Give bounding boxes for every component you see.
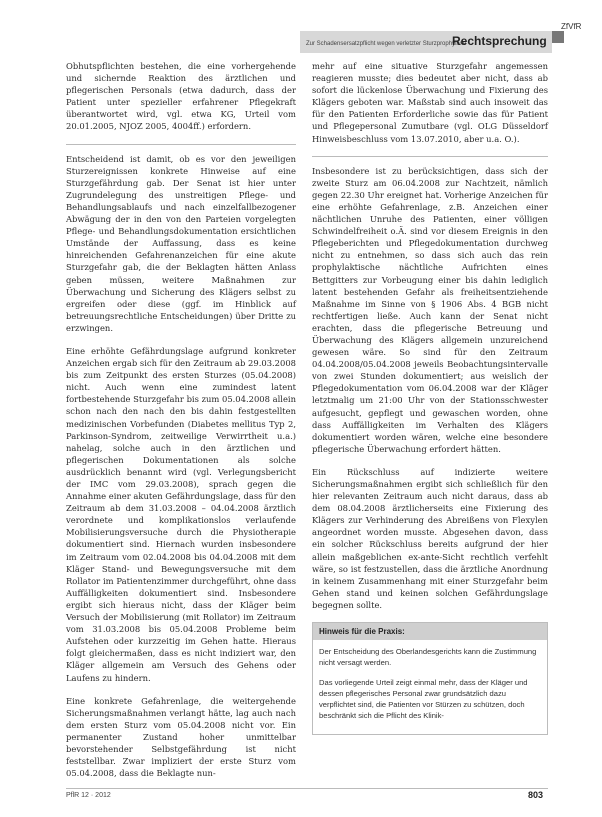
practice-hint-title: Hinweis für die Praxis: bbox=[313, 623, 547, 640]
left-paragraph-2: Entscheidend ist damit, ob es vor den jeweiligen Sturzereignissen konkrete Hinweise auf eine Sturzgefährdung gab. Der Senat ist hier unter Zugrundelegung des unstreitigen Pflege- und Behandlungsablaufs und nach einzelfallbezogener Abwägung der in den von den Parteien vorgelegten Pflege- und Behandlungsdokumentation ersichtlichen Umstände der Auffassung, dass es keine hinreichenden Gefahrenanzeichen für eine akute Sturzgefahr gab, die der Beklagten hätten Anlass geben müssen, weitere Maßnahmen zur Überwachung und Sicherung des Klägers selbst zu ergreifen oder diese (ggf. im Hinblick auf betreuungsrechtliche Entscheidungen) über Dritte zu erzwingen. bbox=[66, 153, 296, 333]
right-column bbox=[312, 60, 548, 735]
left-column bbox=[66, 60, 296, 790]
header-square-mark bbox=[552, 31, 564, 43]
footer-journal: PflR 12 · 2012 bbox=[66, 792, 111, 799]
header-badge: ZfVfR bbox=[561, 22, 582, 31]
left-paragraph-1: Obhutspflichten bestehen, die eine vorhergehende und sichernde Reaktion des ärztlichen und pflegerischen Personals (etwa dadurch, dass der Patient unter spezieller erfahrener Pflegekraft überantwortet wird, vgl. etwa KG, Urteil vom 20.01.2005, NJOZ 2005, 4004ff.) erfordern. bbox=[66, 61, 296, 132]
right-paragraph-3: Ein Rückschluss auf indizierte weitere Sicherungsmaßnahmen ergibt sich schließlich für den hier relevanten Zeitraum auch nicht daraus, dass ab dem 08.04.2008 ärztlicherseits eine Fixierung des Klägers zur Verhinderung des Abreißens von Flexylen angeordnet worden musste. Abgesehen davon, dass ein solcher Rückschluss bereits aufgrund der hier allein maßgeblichen ex-ante-Sicht rechtlich verfehlt wäre, so ist festzustellen, dass die ärztliche Anordnung in keinem Zusammenhang mit einer Sturzgefahr beim Gehen stand und keinen solchen Gefährdungslage begegnen sollte. bbox=[312, 466, 548, 610]
paragraph-divider bbox=[312, 156, 548, 157]
left-paragraph-3: Eine erhöhte Gefährdungslage aufgrund konkreter Anzeichen ergab sich für den Zeitraum ab 29.03.2008 bis zum Zeitpunkt des ersten Sturzes (05.04.2008) nicht. Auch wenn eine zumindest latent fortbestehende Sturzgefahr bis zum 05.04.2008 allein schon nach den nach den bis dahin festgestellten medizinischen Vorbefunden (Diabetes mellitus Typ 2, Parkinson-Syndrom, zeitweilige Verwirrtheit u.a.) nahelag, solche auch in den ärztlichen und pflegerischen Dokumentationen als solche ausdrücklich benannt wird (vgl. Verlegungsbericht der IMC vom 29.03.2008), sprach gegen die Annahme einer akuten Gefährdungslage, dass für den Zeitraum ab dem 31.03.2008 – 04.04.2008 ärztlich verordnete und komplikationslos verlaufende Mobilisierungsversuche durch die Physiotherapie dokumentiert sind. Hiernach wurden insbesondere im Zeitraum vom 02.04.2008 bis 04.04.2008 mit dem Kläger Stand- und Bewegungsversuche mit dem Rollator im Patientenzimmer durchgeführt, ohne dass Auffälligkeiten dokumentiert sind. Insbesondere ergibt sich hieraus nicht, dass der Kläger beim Versuch der Mobilisierung (mit Rollator) im Zeitraum vom 31.03.2008 bis 05.04.2008 Probleme beim Aufstehen oder kurzzeitig im Gehen hatte. Hieraus folgt gleichermaßen, dass es nicht indiziert war, den Kläger allgemein am Versuch des Gehens oder Laufens zu hindern. bbox=[66, 345, 297, 683]
practice-hint-body bbox=[313, 640, 547, 734]
left-paragraph-4: Eine konkrete Gefahrenlage, die weitergehende Sicherungsmaßnahmen verlangt hätte, lag auch nach dem ersten Sturz vom 05.04.2008 nicht vor. Ein permanenter Zustand hoher unmittelbar bevorstehender Selbstgefährdung ist nicht feststellbar. Zwar impliziert der erste Sturz vom 05.04.2008, dass die Beklagte nun- bbox=[66, 695, 296, 779]
paragraph-divider bbox=[66, 144, 296, 145]
page-number: 803 bbox=[528, 790, 544, 800]
practice-hint-box bbox=[312, 622, 548, 735]
header-subtitle: Zur Schadensersatzpflicht wegen verletzter Sturzprophylaxe bbox=[306, 41, 467, 47]
right-paragraph-2: Insbesondere ist zu berücksichtigen, dass sich der zweite Sturz am 06.04.2008 zur Nachtzeit, nämlich gegen 22.30 Uhr ereignet hat. Vorherige Anzeichen für eine erhöhte Gefahrenlage, z.B. Anzeichen einer nächtlichen Unruhe des Patienten, einer völligen Schwindelfreiheit o.Ä. sind vor diesem Ereignis in den Pflegeberichten und Pflegedokumentation durchweg nicht zu entnehmen, so dass sich auch das rein prophylaktische nächtliche Aufrichten eines Bettgitters zur Vorbeugung einer bis dahin lediglich latent bestehenden Gefahr als freiheitsentziehende Maßnahme im Sinne von § 1906 Abs. 4 BGB nicht rechtfertigen ließe. Auch kann der Senat nicht erachten, dass die pflegerische Betreuung und Überwachung des Klägers allgemein unzureichend gewesen wäre. So sind für den Zeitraum 04.04.2008/05.04.2008 jeweils Beobachtungsintervalle von zwei Stunden dokumentiert; aus weislich der Pflegedokumentation vom 06.04.2008 war der Kläger letztmalig um 21:00 Uhr von der Stationsschwester aufgesucht, gepflegt und gewaschen worden, ohne dass Auffälligkeiten im Verhalten des Klägers dokumentiert worden wären, welche eine besondere pflegerische Überwachung erfordert hätten. bbox=[312, 165, 548, 454]
section-title: Rechtsprechung bbox=[452, 34, 547, 48]
practice-hint-paragraph-2: Das vorliegende Urteil zeigt einmal mehr, dass der Kläger und dessen pflegerisches Personal zwar grundsätzlich dazu verpflichtet sind, die Patienten vor Stürzen zu schützen, doch beschränkt sich die Pflicht des Klinik- bbox=[319, 678, 528, 721]
right-paragraph-1: mehr auf eine situative Sturzgefahr angemessen reagieren musste; dies bedeutet aber nicht, dass ab sofort die lückenlose Überwachung und Fixierung des Klägers geboten war. Maßstab sind auch insoweit das für den Patienten Erforderliche sowie das für Patient und Pflegepersonal Zumutbare (vgl. OLG Düsseldorf Hinweisbeschluss vom 13.07.2010, aber u.a. O.). bbox=[312, 61, 548, 144]
practice-hint-paragraph-1: Der Entscheidung des Oberlandesgerichts kann die Zustimmung nicht versagt werden. bbox=[319, 647, 537, 668]
footer-rule bbox=[66, 788, 548, 789]
